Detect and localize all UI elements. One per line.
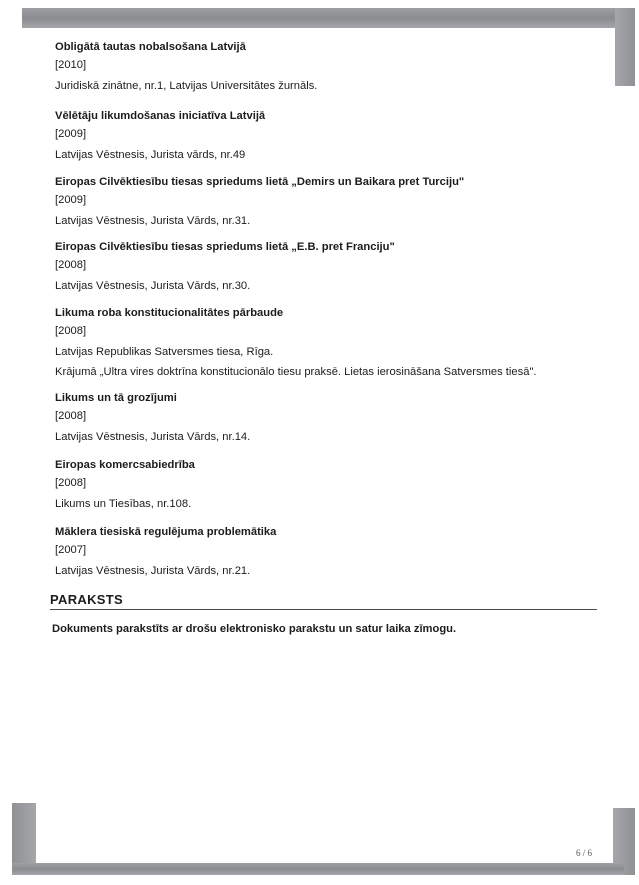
publication-title: Obligātā tautas nobalsošana Latvijā: [55, 41, 246, 53]
publication-year: [2009]: [55, 194, 87, 207]
publication-source: Latvijas Vēstnesis, Jurista Vārds, nr.31.: [55, 215, 251, 228]
publication-year: [2008]: [55, 410, 87, 423]
publication-entry: [55, 393, 595, 444]
publication-entry: [55, 527, 595, 578]
publication-source: Latvijas Vēstnesis, Jurista Vārds, nr.14.: [55, 431, 251, 444]
publication-entry: [55, 242, 595, 293]
publication-source: Latvijas Vēstnesis, Jurista Vārds, nr.30.: [55, 280, 251, 293]
publication-source: Latvijas Republikas Satversmes tiesa, Rīga.: [55, 346, 274, 359]
publication-year: [2008]: [55, 259, 87, 272]
publication-title: Eiropas Cilvēktiesību tiesas spriedums lietā „E.B. pret Franciju": [55, 241, 395, 253]
publication-title: Eiropas komercsabiedrība: [55, 459, 195, 471]
publication-entry: [55, 42, 595, 93]
section-divider: [50, 609, 597, 610]
publication-title: Eiropas Cilvēktiesību tiesas spriedums lietā „Demirs un Baikara pret Turciju": [55, 176, 465, 188]
publication-source: Krājumā „Ultra vires doktrīna konstitucionālo tiesu praksē. Lietas ierosināšana Satversmes tiesā".: [55, 365, 537, 378]
publication-title: Likums un tā grozījumi: [55, 392, 177, 404]
publication-title: Vēlētāju likumdošanas iniciatīva Latvijā: [55, 110, 266, 122]
publication-entry: [55, 177, 595, 228]
publication-source: Likums un Tiesības, nr.108.: [55, 498, 192, 511]
publication-entry: [55, 111, 595, 162]
publication-year: [2008]: [55, 477, 87, 490]
publication-source: Latvijas Vēstnesis, Jurista vārds, nr.49: [55, 149, 246, 162]
page-number: 6 / 6: [576, 848, 593, 858]
signature-statement: Dokuments parakstīts ar drošu elektronisko parakstu un satur laika zīmogu.: [52, 623, 457, 635]
publication-year: [2008]: [55, 325, 87, 338]
scan-border-bottom: [12, 863, 624, 875]
publication-year: [2009]: [55, 128, 87, 141]
publication-source: Juridiskā zinātne, nr.1, Latvijas Universitātes žurnāls.: [55, 80, 318, 93]
scan-border-top-right: [615, 8, 635, 86]
publication-entry: [55, 308, 595, 378]
publication-year: [2010]: [55, 59, 87, 72]
publication-entry: [55, 460, 595, 511]
publication-source: Latvijas Vēstnesis, Jurista Vārds, nr.21.: [55, 565, 251, 578]
publication-year: [2007]: [55, 544, 87, 557]
publication-title: Māklera tiesiskā regulējuma problemātika: [55, 526, 277, 538]
publication-title: Likuma roba konstitucionalitātes pārbaude: [55, 307, 284, 319]
signature-section-heading: PARAKSTS: [50, 592, 123, 607]
scan-border-top: [22, 8, 622, 28]
